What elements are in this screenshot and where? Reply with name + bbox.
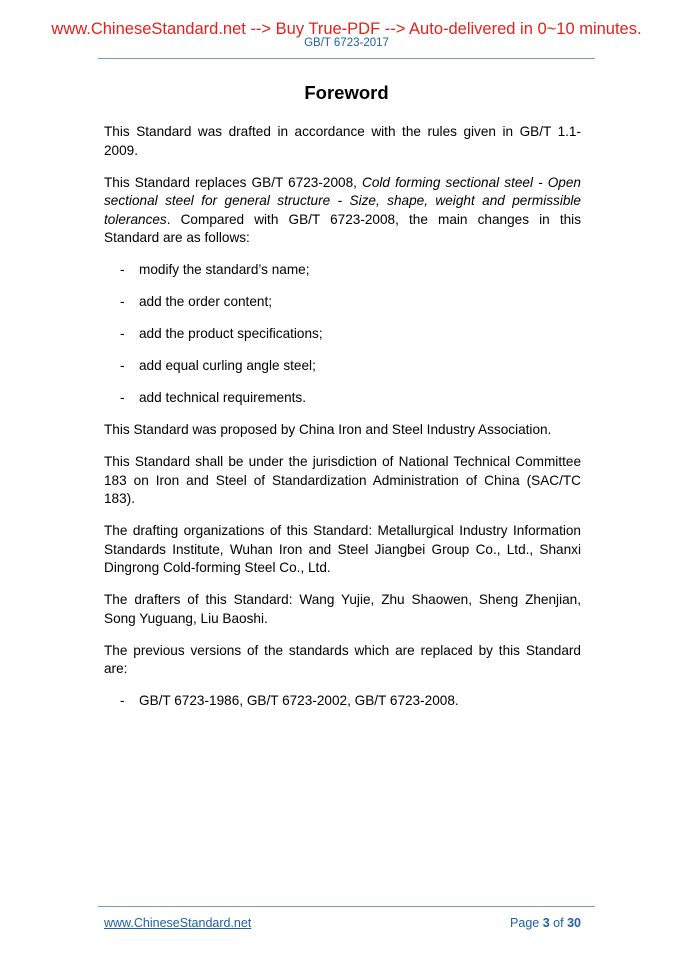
bullet-dash: - xyxy=(120,358,125,373)
header-divider xyxy=(98,58,595,59)
paragraph-drafting-organizations: The drafting organizations of this Standard: Metallurgical Industry Information Standards Institute, Wuhan Iron and Steel Jiangbei Group Co., Ltd., Shanxi Dingrong Cold-forming Steel Co., Ltd. xyxy=(104,523,581,575)
footer-website-link[interactable]: www.ChineseStandard.net xyxy=(104,916,252,930)
bullet-dash: - xyxy=(120,693,125,708)
list-item-text: modify the standard’s name; xyxy=(139,262,310,277)
list-item xyxy=(104,325,581,344)
page-number xyxy=(510,916,581,931)
paragraph-previous-versions: The previous versions of the standards which are replaced by this Standard are: xyxy=(104,642,581,676)
page-of: of xyxy=(553,916,564,930)
paragraph-jurisdiction: This Standard shall be under the jurisdiction of National Technical Committee 183 on Iron and Steel of Standardization Administration of China (SAC/TC 183). xyxy=(104,454,581,506)
previous-versions-list: GB/T 6723-1986, GB/T 6723-2002, GB/T 6723-2008. xyxy=(139,693,459,708)
header-standard-code: GB/T 6723-2017 xyxy=(304,37,389,49)
page-label: Page xyxy=(510,916,540,930)
list-item xyxy=(104,357,581,376)
bullet-dash: - xyxy=(120,262,125,277)
list-item xyxy=(104,692,581,711)
list-item-text: add the order content; xyxy=(139,294,273,309)
list-item-text: add technical requirements. xyxy=(139,390,306,405)
replaces-text-end: . Compared with GB/T 6723-2008, the main changes in this Standard are as follows: xyxy=(104,211,581,245)
bullet-dash: - xyxy=(120,326,125,341)
foreword-body xyxy=(104,123,581,724)
list-item-text: add the product specifications; xyxy=(139,326,323,341)
page-current: 3 xyxy=(542,916,550,930)
paragraph-drafting-rules: This Standard was drafted in accordance with the rules given in GB/T 1.1-2009. xyxy=(104,124,581,158)
paragraph-drafters: The drafters of this Standard: Wang Yujie, Zhu Shaowen, Sheng Zhenjian, Song Yuguang, Liu Baoshi. xyxy=(104,592,581,626)
list-item-text: add equal curling angle steel; xyxy=(139,358,316,373)
paragraph-proposed-by: This Standard was proposed by China Iron and Steel Industry Association. xyxy=(104,422,552,437)
promo-banner[interactable]: www.ChineseStandard.net --> Buy True-PDF --> Auto-delivered in 0~10 minutes. xyxy=(51,20,642,38)
paragraph-replaces xyxy=(104,174,581,248)
page-title: Foreword xyxy=(304,82,389,103)
bullet-dash: - xyxy=(120,390,125,405)
replaced-standard-title: Cold forming sectional steel - Open sectional steel for general structure - Size, shape, weight and permissible tolerances xyxy=(104,174,581,227)
bullet-dash: - xyxy=(120,294,125,309)
page-total: 30 xyxy=(567,916,581,930)
list-item xyxy=(104,389,581,408)
list-item xyxy=(104,261,581,280)
list-item xyxy=(104,293,581,312)
replaces-text-start: This Standard replaces GB/T 6723-2008, xyxy=(104,174,363,190)
footer-divider xyxy=(98,906,595,907)
